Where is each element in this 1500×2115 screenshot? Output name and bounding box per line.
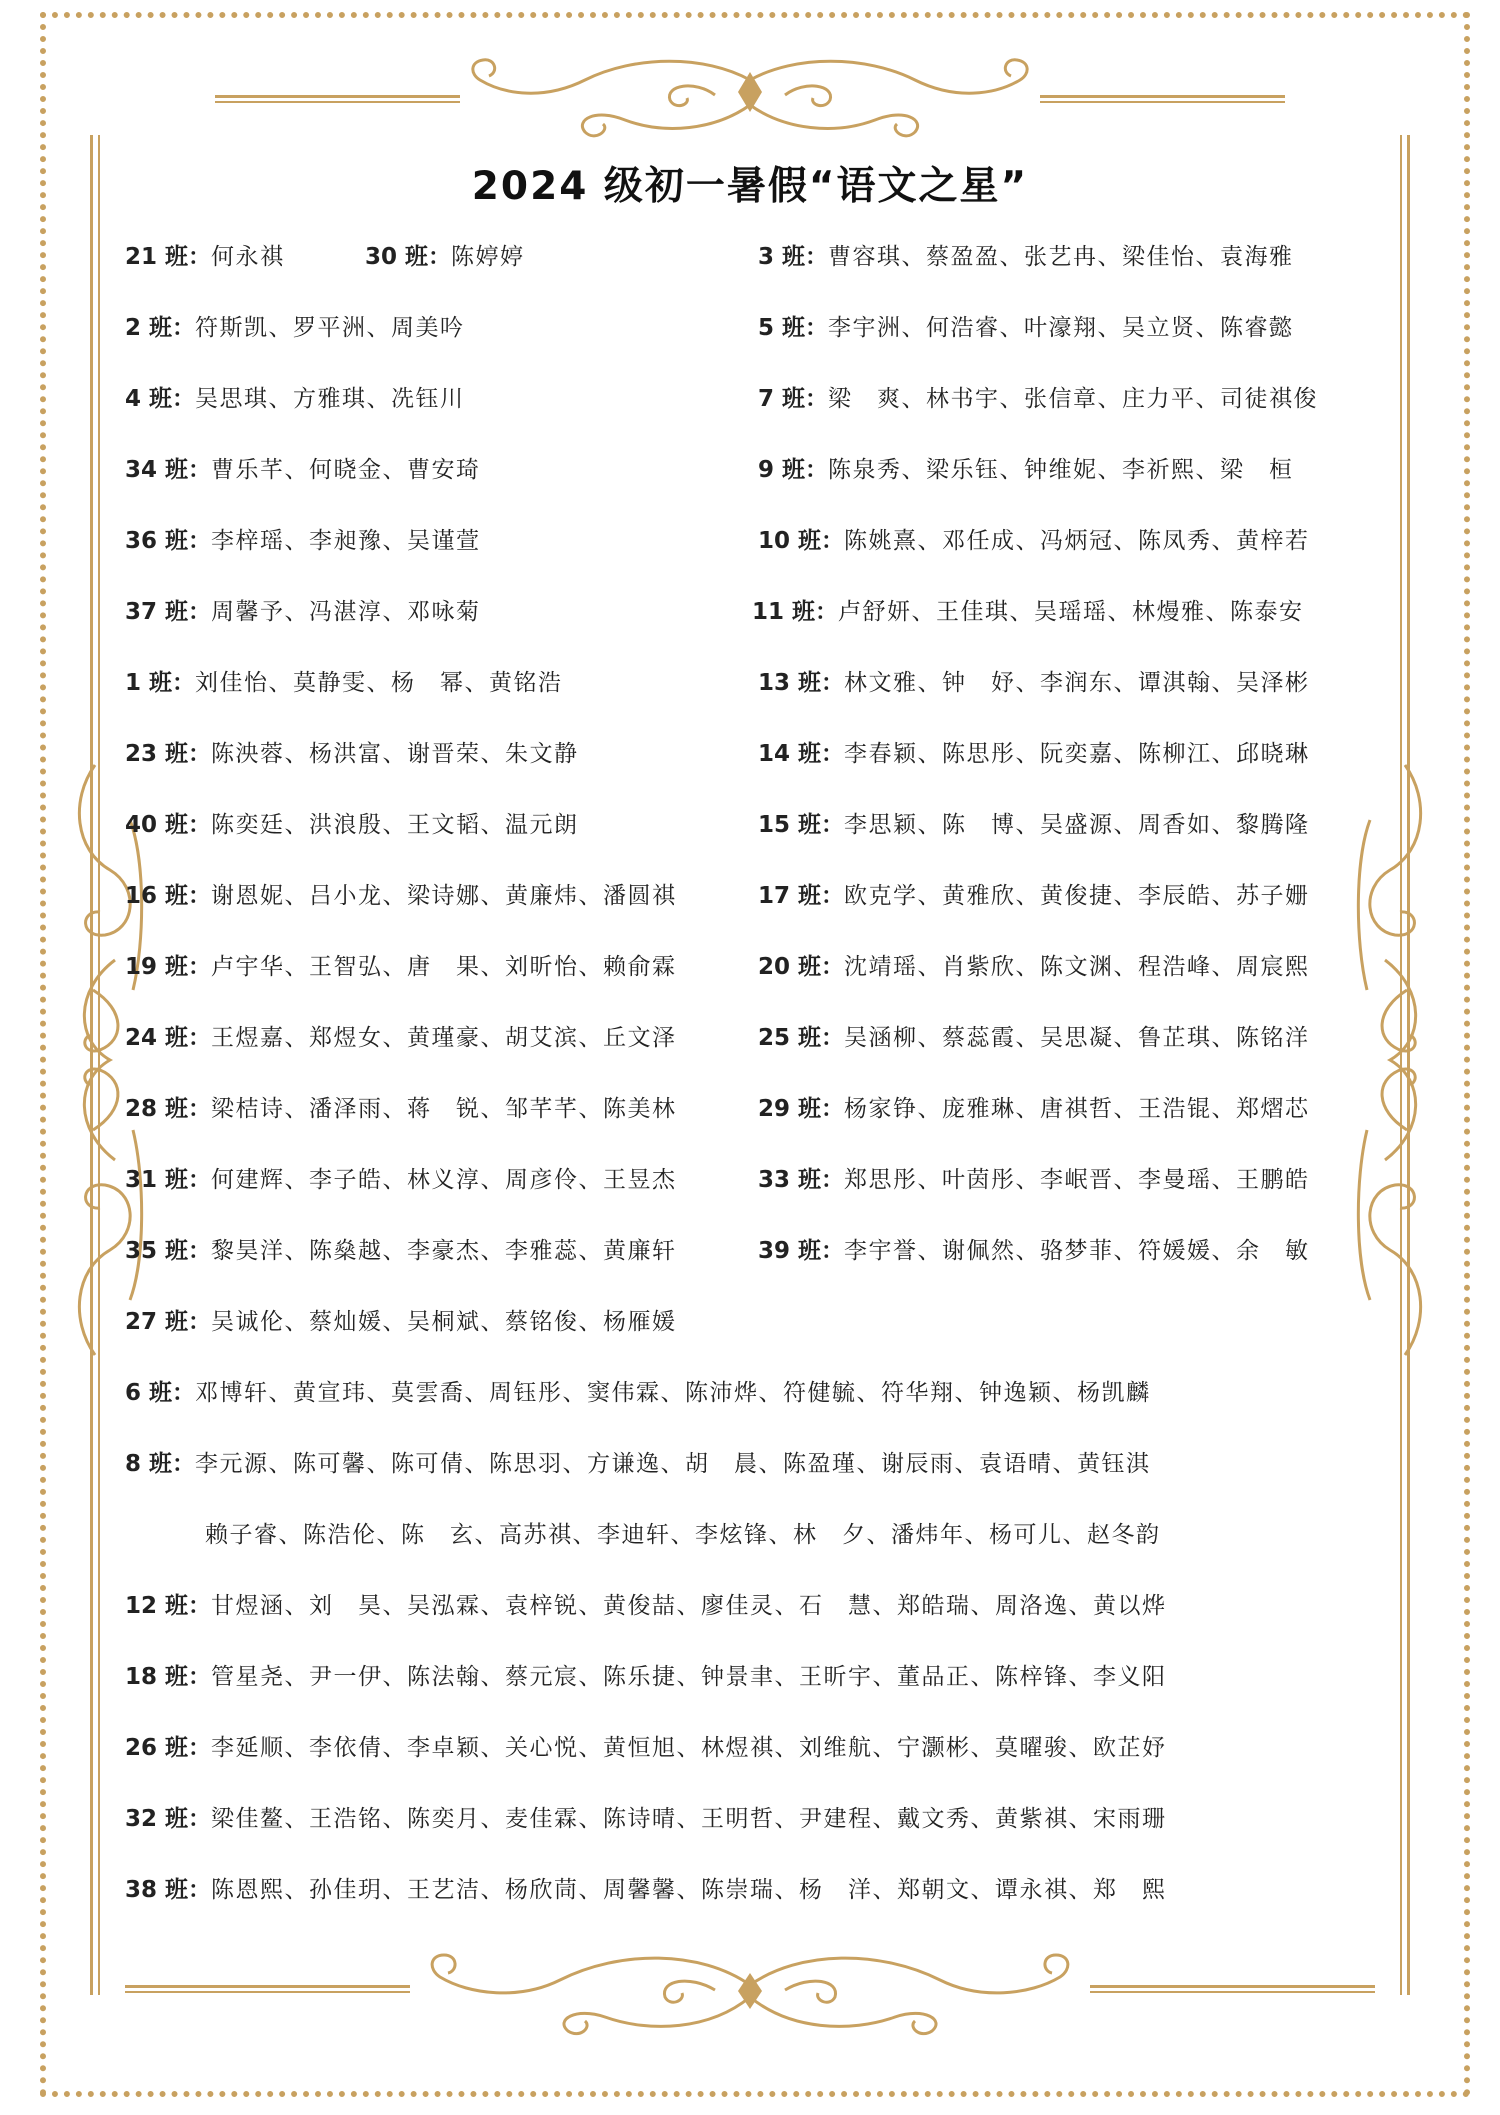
student-names: 李延顺、李依倩、李卓颖、关心悦、黄恒旭、林煜祺、刘维航、宁灏彬、莫曜骏、欧芷妤 (211, 1735, 1167, 1761)
class-entry (758, 664, 1310, 697)
class-entry (125, 593, 481, 626)
student-names: 梁 爽、林书宇、张信章、庄力平、司徒祺俊 (828, 386, 1319, 412)
student-names: 李元源、陈可馨、陈可倩、陈思羽、方谦逸、胡 晨、陈盈瑾、谢辰雨、袁语晴、黄钰淇 (195, 1451, 1151, 1477)
student-names: 黎昊洋、陈燊越、李豪杰、李雅蕊、黄廉轩 (211, 1238, 677, 1264)
student-names: 管星尧、尹一伊、陈法翰、蔡元宸、陈乐捷、钟景聿、王昕宇、董品正、陈梓锋、李义阳 (211, 1664, 1167, 1690)
student-names: 符斯凯、罗平洲、周美吟 (195, 315, 465, 341)
student-names: 卢宇华、王智弘、唐 果、刘昕怡、赖俞霖 (211, 954, 677, 980)
class-label: 36 班： (125, 528, 212, 554)
class-entry (125, 1871, 1167, 1904)
class-entry (125, 1161, 677, 1194)
class-label: 2 班： (125, 315, 196, 341)
class-entry (758, 877, 1310, 910)
student-names: 李梓瑶、李昶豫、吴谨萱 (211, 528, 481, 554)
class-label: 18 班： (125, 1664, 212, 1690)
class-entry (758, 1232, 1310, 1265)
left-side-flourish-ornament (55, 760, 155, 1360)
student-names: 吴涵柳、蔡蕊霞、吴思凝、鲁芷琪、陈铭洋 (844, 1025, 1310, 1051)
class-label: 4 班： (125, 386, 196, 412)
class-entry (758, 1090, 1310, 1123)
student-names: 杨家铮、庞雅琳、唐祺哲、王浩锟、郑熠芯 (844, 1096, 1310, 1122)
top-rule-left-thin (215, 101, 460, 103)
student-names: 梁佳鳌、王浩铭、陈奕月、麦佳霖、陈诗晴、王明哲、尹建程、戴文秀、黄紫祺、宋雨珊 (211, 1806, 1167, 1832)
class-entry (125, 1303, 677, 1336)
class-label: 39 班： (758, 1238, 845, 1264)
class-label: 21 班： (125, 244, 212, 270)
student-names: 吴思琪、方雅琪、冼钰川 (195, 386, 465, 412)
class-label: 24 班： (125, 1025, 212, 1051)
bottom-rule-left (125, 1985, 410, 1988)
class-entry (125, 451, 481, 484)
student-names: 周馨予、冯湛淳、邓咏菊 (211, 599, 481, 625)
page-title: 2024 级初一暑假“语文之星” (471, 164, 1029, 209)
student-names: 何建辉、李子皓、林义淳、周彦伶、王昱杰 (211, 1167, 677, 1193)
class-entry (125, 309, 465, 342)
class-label: 40 班： (125, 812, 212, 838)
class-label: 12 班： (125, 1593, 212, 1619)
class-entry (125, 1729, 1167, 1762)
class-label: 26 班： (125, 1735, 212, 1761)
top-rule-right-thin (1040, 101, 1285, 103)
class-entry (758, 735, 1310, 768)
class-label: 30 班： (365, 244, 452, 270)
class-entry (125, 877, 677, 910)
bottom-rule-left-thin (125, 1991, 410, 1993)
top-rule-right (1040, 95, 1285, 98)
class-label: 31 班： (125, 1167, 212, 1193)
class-entry (758, 309, 1294, 342)
class-entry (758, 238, 1294, 271)
student-names: 甘煜涵、刘 昊、吴泓霖、袁梓锐、黄俊喆、廖佳灵、石 慧、郑皓瑞、周洛逸、黄以烨 (211, 1593, 1167, 1619)
class-label: 6 班： (125, 1380, 196, 1406)
student-names: 谢恩妮、吕小龙、梁诗娜、黄廉炜、潘圆祺 (211, 883, 677, 909)
student-names: 陈奕廷、洪浪殷、王文韬、温元朗 (211, 812, 579, 838)
class-entry (125, 380, 465, 413)
class-label: 28 班： (125, 1096, 212, 1122)
student-names: 陈泱蓉、杨洪富、谢晋荣、朱文静 (211, 741, 579, 767)
class-entry (125, 1800, 1167, 1833)
class-entry (125, 1658, 1167, 1691)
class-entry (758, 948, 1310, 981)
class-entry (125, 1374, 1151, 1407)
student-names: 李宇洲、何浩睿、叶濠翔、吴立贤、陈睿懿 (828, 315, 1294, 341)
class-entry (758, 522, 1310, 555)
class-label: 32 班： (125, 1806, 212, 1832)
bottom-rule-right (1090, 1985, 1375, 1988)
class-label: 3 班： (758, 244, 829, 270)
student-names: 赖子睿、陈浩伦、陈 玄、高苏祺、李迪轩、李炫锋、林 夕、潘炜年、杨可儿、赵冬韵 (205, 1522, 1161, 1548)
student-names: 邓博轩、黄宣玮、莫雲喬、周钰彤、窦伟霖、陈沛烨、符健毓、符华翔、钟逸颖、杨凯麟 (195, 1380, 1151, 1406)
class-entry-continued (205, 1516, 1161, 1549)
class-label: 37 班： (125, 599, 212, 625)
class-entry (758, 1161, 1310, 1194)
student-names: 何永祺 (211, 244, 285, 270)
class-label: 14 班： (758, 741, 845, 767)
class-label: 33 班： (758, 1167, 845, 1193)
student-names: 曹容琪、蔡盈盈、张艺冉、梁佳怡、袁海雅 (828, 244, 1294, 270)
class-label: 23 班： (125, 741, 212, 767)
class-entry (125, 948, 677, 981)
class-entry (125, 238, 285, 271)
class-entry (125, 664, 563, 697)
class-label: 1 班： (125, 670, 196, 696)
class-entry (758, 380, 1318, 413)
student-names: 李春颖、陈思彤、阮奕嘉、陈柳江、邱晓琳 (844, 741, 1310, 767)
student-names: 李宇誉、谢佩然、骆梦菲、符媛媛、余 敏 (844, 1238, 1310, 1264)
class-entry (365, 238, 525, 271)
student-names: 刘佳怡、莫静雯、杨 幂、黄铭浩 (195, 670, 563, 696)
class-entry (758, 451, 1294, 484)
class-label: 19 班： (125, 954, 212, 980)
class-label: 38 班： (125, 1877, 212, 1903)
bottom-rule-right-thin (1090, 1991, 1375, 1993)
student-names: 梁桔诗、潘泽雨、蒋 锐、邹芊芊、陈美林 (211, 1096, 677, 1122)
student-names: 王煜嘉、郑煜女、黄瑾豪、胡艾滨、丘文泽 (211, 1025, 677, 1051)
student-names: 陈恩熙、孙佳玥、王艺洁、杨欣茼、周馨馨、陈崇瑞、杨 洋、郑朝文、谭永祺、郑 熙 (211, 1877, 1167, 1903)
student-names: 曹乐芊、何晓金、曹安琦 (211, 457, 481, 483)
class-label: 15 班： (758, 812, 845, 838)
class-entry (125, 1019, 677, 1052)
class-label: 10 班： (758, 528, 845, 554)
class-entry (752, 593, 1304, 626)
student-names: 林文雅、钟 妤、李润东、谭淇翰、吴泽彬 (844, 670, 1310, 696)
class-label: 34 班： (125, 457, 212, 483)
class-entry (125, 735, 579, 768)
bottom-flourish-ornament (420, 1935, 1080, 2045)
class-label: 29 班： (758, 1096, 845, 1122)
class-entry (125, 1587, 1167, 1620)
class-label: 25 班： (758, 1025, 845, 1051)
student-names: 吴诚伦、蔡灿媛、吴桐斌、蔡铭俊、杨雁媛 (211, 1309, 677, 1335)
class-label: 5 班： (758, 315, 829, 341)
class-entry (125, 1232, 677, 1265)
class-label: 7 班： (758, 386, 829, 412)
student-names: 欧克学、黄雅欣、黄俊捷、李辰皓、苏子姗 (844, 883, 1310, 909)
class-label: 9 班： (758, 457, 829, 483)
top-flourish-ornament (465, 50, 1035, 150)
student-names: 卢舒妍、王佳琪、吴瑶瑶、林熳雅、陈泰安 (838, 599, 1304, 625)
class-entry (125, 806, 579, 839)
student-names: 郑思彤、叶茵彤、李岷晋、李曼瑶、王鹏皓 (844, 1167, 1310, 1193)
class-entry (758, 806, 1310, 839)
class-label: 8 班： (125, 1451, 196, 1477)
class-entry (125, 1090, 677, 1123)
class-label: 17 班： (758, 883, 845, 909)
class-entry (125, 1445, 1151, 1478)
student-names: 陈姚熹、邓任成、冯炳冠、陈凤秀、黄梓若 (844, 528, 1310, 554)
class-label: 35 班： (125, 1238, 212, 1264)
class-label: 20 班： (758, 954, 845, 980)
class-label: 16 班： (125, 883, 212, 909)
student-names: 沈靖瑶、肖紫欣、陈文渊、程浩峰、周宸熙 (844, 954, 1310, 980)
class-label: 27 班： (125, 1309, 212, 1335)
class-label: 11 班： (752, 599, 839, 625)
student-names: 陈婷婷 (451, 244, 525, 270)
top-rule-left (215, 95, 460, 98)
class-entry (125, 522, 481, 555)
student-names: 李思颖、陈 博、吴盛源、周香如、黎腾隆 (844, 812, 1310, 838)
student-names: 陈泉秀、梁乐钰、钟维妮、李祈熙、梁 桓 (828, 457, 1294, 483)
right-side-flourish-ornament (1345, 760, 1445, 1360)
class-label: 13 班： (758, 670, 845, 696)
class-entry (758, 1019, 1310, 1052)
